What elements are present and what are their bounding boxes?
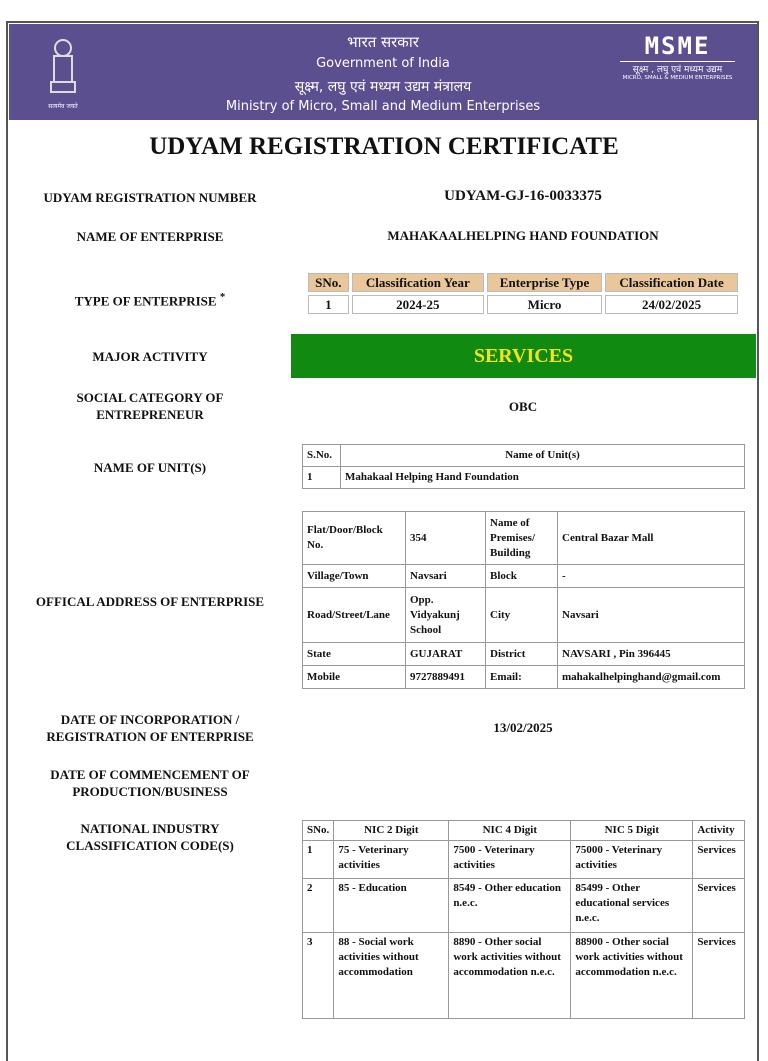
address-table: Flat/Door/Block No. 354 Name of Premises/ Building Central Bazar Mall Village/Town Navsari Block - Road/Street/Lane Opp. Vidyakunj School City Navsari State GUJARAT District NAVSARI , Pin 396445 Mobile 9727889491 Email: mahakalhelpinghand@gmail.com [302,511,745,689]
nic-label: NATIONAL INDUSTRY CLASSIFICATION CODE(S) [66,821,234,853]
reg-no-value: UDYAM-GJ-16-0033375 [444,188,602,204]
social-category-label: SOCIAL CATEGORY OF ENTREPRENEUR [76,390,224,422]
ministry-name: Ministry of Micro, Small and Medium Enterprises [225,99,541,114]
social-category-value: OBC [508,399,538,414]
hindi-ministry: सूक्ष्म, लघु एवं मध्यम उद्यम मंत्रालय [294,79,472,95]
table-row: 3 88 - Social work activities without accommodation 8890 - Other social work activities without accommodation n.e.c. 88900 - Other social work activities without accommodation n.e.c. Services [303,933,745,1019]
header-banner [9,24,757,120]
table-row: 1 Mahakaal Helping Hand Foundation [303,467,745,489]
incorporation-label: DATE OF INCORPORATION / REGISTRATION OF ENTERPRISE [46,712,254,744]
activity-label: MAJOR ACTIVITY [92,349,208,364]
units-table: S.No. Name of Unit(s) 1 Mahakaal Helping Hand Foundation [302,444,745,489]
hindi-title: भारत सरकार [347,33,419,51]
msme-logo: MSME सूक्ष्म , लघु एवं मध्यम उद्यम MICRO, SMALL & MEDIUM ENTERPRISES [620,32,735,81]
address-label: OFFICAL ADDRESS OF ENTERPRISE [35,594,265,609]
table-row: 1 75 - Veterinary activities 7500 - Veterinary activities 75000 - Veterinary activities Services [303,841,745,879]
enterprise-name-label: NAME OF ENTERPRISE [76,229,224,244]
type-label: TYPE OF ENTERPRISE * [74,291,226,309]
units-label: NAME OF UNIT(S) [93,460,207,475]
certificate-title: UDYAM REGISTRATION CERTIFICATE [149,133,619,160]
commencement-label: DATE OF COMMENCEMENT OF PRODUCTION/BUSINESS [50,767,250,799]
emblem-caption: सत्यमेव जयते [48,103,78,110]
type-table: SNo. Classification Year Enterprise Type Classification Date 1 2024-25 Micro 24/02/2025 [305,270,741,317]
reg-no-label: UDYAM REGISTRATION NUMBER [43,190,257,205]
email-value: mahakalhelpinghand@gmail.com [558,666,745,689]
nic-table: SNo. NIC 2 Digit NIC 4 Digit NIC 5 Digit Activity 1 75 - Veterinary activities 7500 - Veterinary activities 75000 - Veterinary activities Services 2 85 - Education 8549 - Other education n.e.c. 85499 - Other educational services n.e.c. Services 3 88 - Social work activities without accommodation 8890 - Other social work activities without accommodation n.e.c. 88900 - Other social work activities without accommodation n.e.c. Services [302,820,745,1019]
table-row: 2 85 - Education 8549 - Other education n.e.c. 85499 - Other educational services n.e.c. Services [303,879,745,933]
activity-value: SERVICES [291,334,756,378]
table-row: 1 2024-25 Micro 24/02/2025 [308,295,738,314]
government-title: Government of India [316,56,450,71]
incorporation-date: 13/02/2025 [493,720,553,735]
enterprise-name-value: MAHAKAALHELPING HAND FOUNDATION [387,228,659,243]
